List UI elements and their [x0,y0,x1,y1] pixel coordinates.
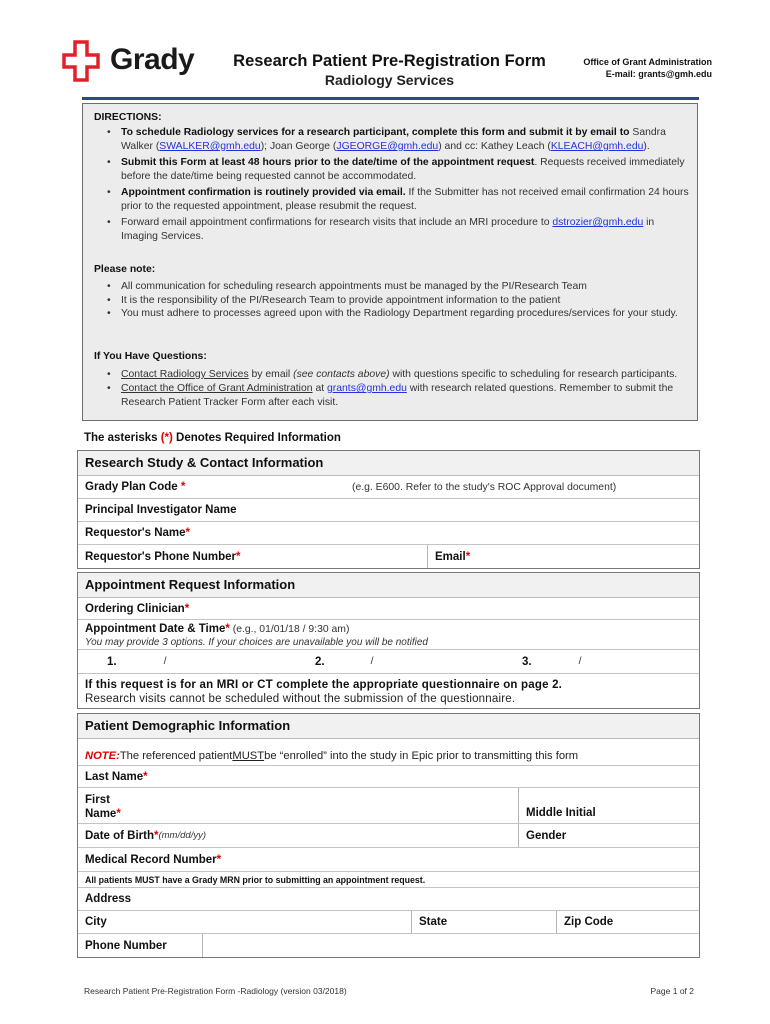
form-title: Research Patient Pre-Registration Form [233,52,546,70]
requestor-phone-field[interactable]: Requestor's Phone Number * [85,550,241,563]
appointment-section [77,572,700,709]
dob-gender-row [78,824,699,848]
datetime-note: You may provide 3 options. If your choices are unavailable you will be notified [85,637,428,648]
direction-item: • Submit this Form at least 48 hours prior to the date/time of the appointment request. Requests received immediately before the date/time being requested cannot be accommodated. [121,156,691,184]
swalker-email-link[interactable]: SWALKER@gmh.edu [159,141,261,152]
note-item: • It is the responsibility of the PI/Research Team to provide appointment information to the patient [121,294,691,308]
required-info-note: The asterisks (*) Denotes Required Information [84,432,341,444]
patient-demographic-section [77,713,700,958]
email-field[interactable]: Email * [427,545,699,568]
dob-field[interactable]: Date of Birth * (mm/dd/yy) [85,829,206,842]
office-contact [583,56,712,80]
form-subtitle: Radiology Services [324,72,455,88]
footer-page-number: Page 1 of 2 [650,986,694,996]
mrn-row [78,848,699,872]
ordering-clinician-row [78,598,699,620]
option-2-field[interactable]: 2. / [315,655,374,668]
appointment-datetime-row: Appointment Date & Time* (e.g., 01/01/18 / 9:30 am) You may provide 3 options. If your choices are unavailable you will be notified [78,620,699,650]
mrn-field[interactable]: Medical Record Number * [85,853,222,866]
mri-ct-notice-row [78,674,699,708]
questions-list [121,368,691,410]
question-item: • Contact Radiology Services by email (see contacts above) with questions specific to scheduling for research participants. [121,368,691,382]
contact-radiology-link[interactable]: Contact Radiology Services [121,369,249,380]
direction-item: • Forward email appointment confirmations for research visits that include an MRI procedure to dstrozier@gmh.edu in Imaging Services. [121,216,691,244]
jgeorge-email-link[interactable]: JGEORGE@gmh.edu [336,141,439,152]
directions-heading: DIRECTIONS: [94,112,162,123]
section-heading: Appointment Request Information [78,573,699,598]
section-heading: Research Study & Contact Information [78,451,699,476]
contact-grant-office-link[interactable]: Contact the Office of Grant Administration [121,383,313,394]
name-row [78,788,699,824]
directions-list [121,126,691,244]
please-note-heading: Please note: [94,264,156,275]
option-1-field[interactable]: 1. / [107,655,167,668]
last-name-field[interactable]: Last Name * [85,770,148,783]
office-email: E-mail: grants@gmh.edu [605,69,712,79]
state-field[interactable]: State [411,911,556,933]
zip-code-field[interactable]: Zip Code [556,911,699,933]
red-cross-icon [62,40,100,82]
footer-form-version: Research Patient Pre-Registration Form -Radiology (version 03/2018) [84,986,347,996]
note-item: • You must adhere to processes agreed upon with the Radiology Department regarding procedures/services for your study. [121,307,691,321]
pi-name-field[interactable]: Principal Investigator Name [85,504,237,516]
question-item: • Contact the Office of Grant Administration at grants@gmh.edu with research related questions. Remember to submit the Research Patient Tracker Form after each visit. [121,382,691,410]
mri-ct-notice-text: Research visits cannot be scheduled without the submission of the questionnaire. [85,693,516,705]
gender-field[interactable]: Gender [518,824,699,847]
directions-box [82,103,698,421]
address-row [78,888,699,911]
logo-text: Grady [110,43,195,76]
requestor-contact-row [78,545,699,568]
mri-ct-notice-bold: If this request is for an MRI or CT complete the appropriate questionnaire on page 2. [85,679,563,691]
section-heading: Patient Demographic Information [78,714,699,739]
grady-plan-code-field[interactable]: Grady Plan Code * [85,481,186,493]
direction-item: • Appointment confirmation is routinely provided via email. If the Submitter has not received email confirmation 24 hours prior to the requested appointment, please resubmit the request. [121,186,691,214]
first-name-field[interactable]: First Name* [85,794,121,820]
dstrozier-email-link[interactable]: dstrozier@gmh.edu [552,217,644,228]
direction-item: • To schedule Radiology services for a research participant, complete this form and submit it by email to Sandra Walker (SWALKER@gmh.edu); Joan George (JGEORGE@gmh.edu) and cc: Kathey Leach (KLEACH@gmh.edu). [121,126,691,154]
note-label: NOTE: [85,750,120,762]
phone-label: Phone Number [85,939,167,952]
phone-number-field[interactable] [202,934,699,957]
please-note-list [121,280,691,321]
datetime-label: Appointment Date & Time [85,623,226,635]
middle-initial-field[interactable]: Middle Initial [518,788,699,823]
mrn-note: All patients MUST have a Grady MRN prior to submitting an appointment request. [85,874,426,885]
research-study-section [77,450,700,569]
note-item: • All communication for scheduling research appointments must be managed by the PI/Research Team [121,280,691,294]
phone-row [78,934,699,957]
ordering-clinician-field[interactable]: Ordering Clinician * [85,602,190,615]
grady-plan-code-hint: (e.g. E600. Refer to the study's ROC Approval document) [352,481,617,493]
header-divider [82,97,699,100]
datetime-options-row [78,650,699,674]
last-name-row [78,766,699,788]
kleach-email-link[interactable]: KLEACH@gmh.edu [550,141,644,152]
questions-heading: If You Have Questions: [94,351,207,362]
pi-name-row [78,499,699,522]
requestor-name-row [78,522,699,545]
address-field[interactable]: Address [85,893,132,905]
office-name: Office of Grant Administration [583,57,712,67]
enrollment-note-row: NOTE: The referenced patient MUST be “enrolled” into the study in Epic prior to transmitting this form [78,739,699,766]
city-state-zip-row [78,911,699,934]
mrn-note-row [78,872,699,888]
grants-email-link[interactable]: grants@gmh.edu [327,383,407,394]
option-3-field[interactable]: 3. / [522,655,582,668]
grady-plan-code-row [78,476,699,499]
city-field[interactable]: City [85,916,107,928]
requestor-name-field[interactable]: Requestor's Name * [85,527,191,539]
